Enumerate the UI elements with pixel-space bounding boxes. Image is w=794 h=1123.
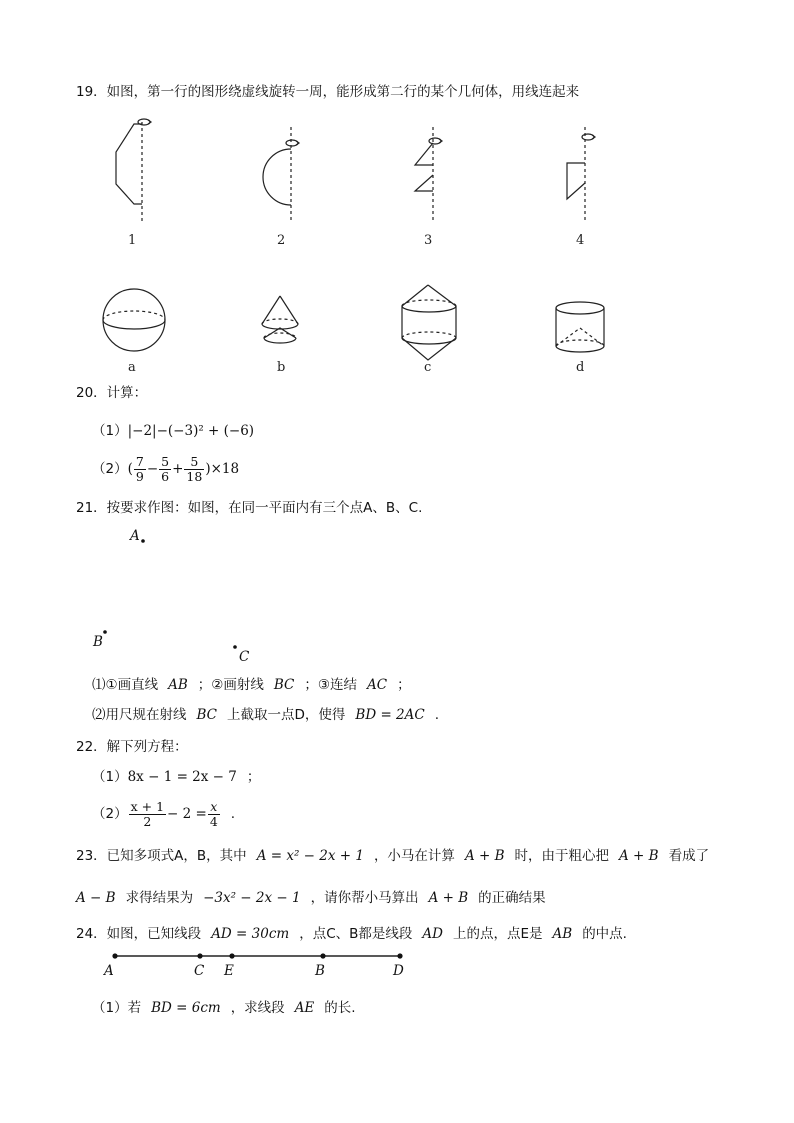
q24-a4: 的中点. <box>582 926 627 942</box>
q22-p1-end: ； <box>246 769 261 785</box>
q20-p1-expr: |−2|−(−3)² + (−6) <box>127 423 255 439</box>
q21-t1-d: ； <box>397 677 411 693</box>
q24-m2: AD <box>422 926 443 942</box>
q21-stem: 21．按要求作图：如图，在同一平面内有三个点A、B、C. <box>76 500 423 516</box>
q21-t1-a: ⑴①画直线 <box>92 677 159 693</box>
q20-p2-prefix: （2） <box>92 461 128 477</box>
point-b-dot <box>102 629 108 635</box>
q21-t1-ab: AB <box>168 677 188 693</box>
q20-p2-close: )×18 <box>205 461 240 477</box>
q24-sm2: AE <box>294 1000 315 1016</box>
q23-a3: 时，由于粗心把 <box>514 848 610 864</box>
point-a-label: A <box>130 528 140 544</box>
q23-a2: ，小马在计算 <box>373 848 455 864</box>
q22-stem: 22．解下列方程： <box>76 739 188 755</box>
q21-t1-b: ；②画射线 <box>197 677 264 693</box>
row1-label-2: 2 <box>277 233 286 248</box>
q21-t2-b: 上截取一点D，使得 <box>227 707 346 723</box>
q24-m3: AB <box>552 926 573 942</box>
figure-2-semicircle <box>255 125 315 235</box>
q20-part2 <box>92 451 239 487</box>
q22-left-den: 2 <box>143 813 152 829</box>
q19-stem: 19．如图，第一行的图形绕虚线旋转一周，能形成第二行的某个几何体，用线连起来 <box>76 84 580 100</box>
q20-fraction-1 <box>134 455 146 484</box>
q22-part2 <box>92 796 235 832</box>
q23-line2 <box>76 889 546 907</box>
q24-sm1: BD = 6cm <box>151 1000 221 1016</box>
q22-p2-mid: − 2 = <box>167 806 207 822</box>
segment-ad-figure <box>105 950 415 964</box>
solid-d-cylinder-with-cone <box>554 300 608 360</box>
q22-p1-prefix: （1） <box>92 769 128 785</box>
q23-m4: A − B <box>76 890 116 906</box>
q20-f1-num: 7 <box>135 453 144 469</box>
q20-op1: − <box>146 461 159 477</box>
row2-label-d: d <box>576 360 585 375</box>
q20-fraction-2 <box>159 455 171 484</box>
row1-label-1: 1 <box>128 233 137 248</box>
q21-t2-eq: BD = 2AC <box>355 707 425 723</box>
q20-p2-open: ( <box>127 461 133 477</box>
q20-part1 <box>92 422 254 440</box>
q23-m1: A = x² − 2x + 1 <box>256 848 364 864</box>
q23-m3: A + B <box>619 848 659 864</box>
row2-label-a: a <box>128 360 136 375</box>
solid-c-cylinder-with-cones <box>398 284 462 364</box>
q22-p2-end: . <box>230 806 236 822</box>
row1-label-4: 4 <box>576 233 585 248</box>
q20-op2: + <box>172 461 184 477</box>
q20-f3-num: 5 <box>184 455 204 470</box>
segment-point-b: B <box>315 963 325 979</box>
q23-a6: ，请你帮小马算出 <box>310 890 419 906</box>
q21-t2-bc: BC <box>196 707 218 723</box>
q23-m6: A + B <box>428 890 469 906</box>
q23-a4: 看成了 <box>668 848 710 864</box>
segment-point-a: A <box>104 963 114 979</box>
figure-4-trapezoid-small <box>555 125 605 235</box>
figure-1-trapezoid <box>100 112 160 232</box>
solid-a-sphere <box>100 286 170 356</box>
q21-task2 <box>92 706 439 724</box>
q21-task1 <box>92 676 411 694</box>
figure-3-triangles <box>405 125 455 235</box>
q22-right-num: x <box>208 800 220 815</box>
row2-label-c: c <box>424 360 432 375</box>
q21-t2-a: ⑵用尺规在射线 <box>92 707 187 723</box>
point-a-dot <box>140 538 146 544</box>
q20-f2-den: 6 <box>161 468 170 484</box>
q20-f3-den: 18 <box>186 468 203 484</box>
q22-left-num: x + 1 <box>130 798 165 814</box>
q20-f2-num: 5 <box>161 453 170 469</box>
point-b-label: B <box>93 634 103 650</box>
q23-a1: 23．已知多项式A，B，其中 <box>76 848 247 864</box>
q22-right-den: 4 <box>209 813 218 829</box>
q24-a2: ，点C、B都是线段 <box>299 926 413 942</box>
row2-label-b: b <box>277 360 286 375</box>
q24-s2: ，求线段 <box>230 1000 285 1016</box>
q21-t2-c: . <box>434 707 440 723</box>
segment-point-d: D <box>393 963 404 979</box>
q24-s1: （1）若 <box>92 1000 142 1016</box>
q22-p1-eq: 8x − 1 = 2x − 7 <box>127 769 237 785</box>
q24-a3: 上的点，点E是 <box>452 926 543 942</box>
point-c-dot <box>232 644 238 650</box>
segment-point-c: C <box>194 963 205 979</box>
q23-m5: −3x² − 2x − 1 <box>203 890 301 906</box>
q24-sub1 <box>92 999 356 1017</box>
q20-p1-prefix: （1） <box>92 423 128 439</box>
q22-part1 <box>92 768 260 786</box>
q23-a5: 求得结果为 <box>125 890 194 906</box>
q24-a1: 24．如图，已知线段 <box>76 926 202 942</box>
q21-t1-c: ；③连结 <box>304 677 358 693</box>
q23-a7: 的正确结果 <box>478 890 546 906</box>
q24-stem <box>76 925 627 943</box>
q24-s3: 的长. <box>324 1000 356 1016</box>
q20-stem: 20．计算： <box>76 385 148 401</box>
q20-fraction-3 <box>184 455 204 484</box>
q23-line1 <box>76 847 709 865</box>
solid-b-double-cone <box>258 294 308 354</box>
q21-t1-ac: AC <box>367 677 388 693</box>
q24-m1: AD = 30cm <box>211 926 290 942</box>
q22-fraction-left <box>129 800 166 829</box>
point-c-label: C <box>239 649 250 665</box>
q22-p2-prefix: （2） <box>92 806 128 822</box>
segment-point-e: E <box>224 963 234 979</box>
q23-m2: A + B <box>464 848 505 864</box>
q20-f1-den: 9 <box>135 468 144 484</box>
q21-t1-bc: BC <box>273 677 295 693</box>
row1-label-3: 3 <box>424 233 433 248</box>
q22-fraction-right <box>208 800 220 829</box>
